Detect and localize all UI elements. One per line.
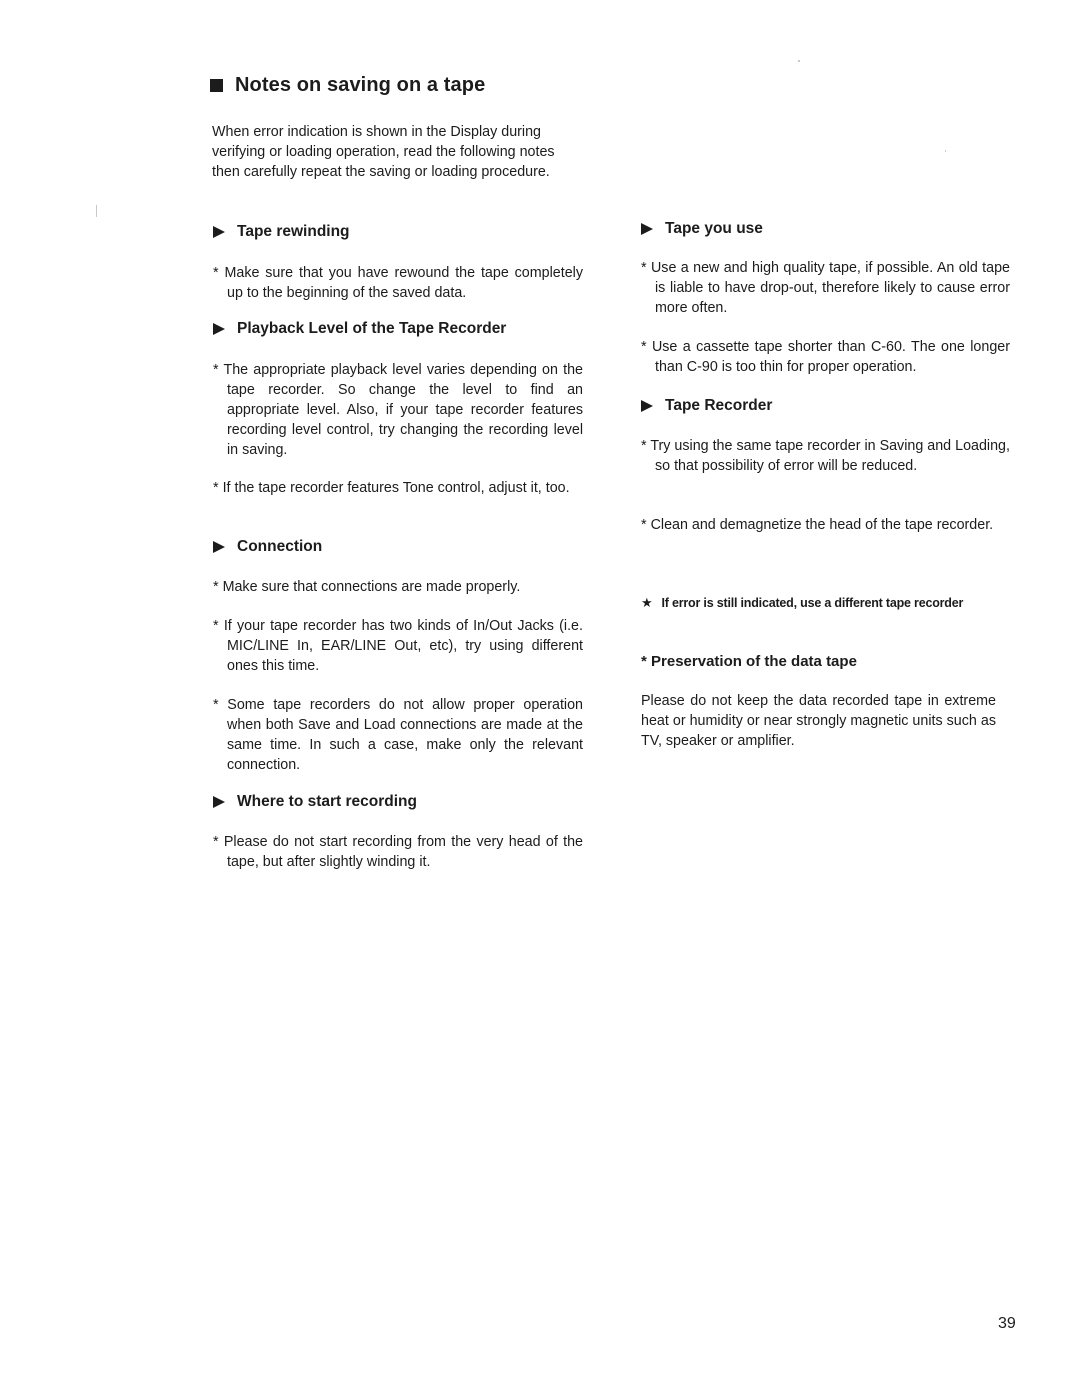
page-title-text: Notes on saving on a tape <box>235 74 486 96</box>
scan-speck <box>798 60 800 62</box>
arrow-right-icon <box>641 223 653 235</box>
arrow-right-icon <box>213 796 225 808</box>
list-item: * Clean and demagnetize the head of the tape recorder. <box>641 517 994 533</box>
list-item: * Try using the same tape recorder in Saving and Loading, so that possibility of error will be reduced. <box>641 438 1010 474</box>
heading-where-to-start: Where to start recording <box>213 793 417 811</box>
heading-tape-recorder: Tape Recorder <box>641 397 772 415</box>
square-bullet-icon <box>210 79 223 92</box>
list-item: * Use a cassette tape shorter than C-60. The one longer than C-90 is too thin for proper operation. <box>641 339 1010 375</box>
list-item: * The appropriate playback level varies depending on the tape recorder. So change the level to find an appropriate level. Also, if your tape recorder features recording level control, try changing the recording level in saving. <box>213 362 583 458</box>
preservation-paragraph: Please do not keep the data recorded tape in extreme heat or humidity or near strongly magnetic units such as TV, speaker or amplifier. <box>641 693 996 749</box>
list-item: * If the tape recorder features Tone control, adjust it, too. <box>213 480 570 496</box>
heading-tape-you-use: Tape you use <box>641 220 763 238</box>
list-item: * Make sure that you have rewound the tape completely up to the beginning of the saved data. <box>213 265 583 301</box>
star-note: ★ If error is still indicated, use a different tape recorder <box>641 595 964 610</box>
list-item: * If your tape recorder has two kinds of In/Out Jacks (i.e. MIC/LINE In, EAR/LINE Out, etc), try using different ones this time. <box>213 618 583 674</box>
arrow-right-icon <box>213 541 225 553</box>
page-number: 39 <box>998 1315 1016 1332</box>
arrow-right-icon <box>213 323 225 335</box>
heading-preservation: * Preservation of the data tape <box>641 653 857 670</box>
arrow-right-icon <box>213 226 225 238</box>
heading-playback-level: Playback Level of the Tape Recorder <box>213 320 506 338</box>
heading-tape-rewinding: Tape rewinding <box>213 223 350 241</box>
intro-paragraph: When error indication is shown in the Display during verifying or loading operation, read the following notes then carefully repeat the saving or loading procedure. <box>212 124 555 180</box>
list-item: * Please do not start recording from the very head of the tape, but after slightly winding it. <box>213 834 583 870</box>
arrow-right-icon <box>641 400 653 412</box>
heading-connection: Connection <box>213 538 322 556</box>
scan-speck <box>96 205 97 217</box>
star-icon: ★ <box>641 595 653 610</box>
scan-speck <box>945 150 946 152</box>
list-item: * Some tape recorders do not allow proper operation when both Save and Load connections are made at the same time. In such a case, make only the relevant connection. <box>213 697 583 773</box>
list-item: * Use a new and high quality tape, if possible. An old tape is liable to have drop-out, therefore likely to cause error more often. <box>641 260 1010 316</box>
page-title <box>210 74 485 97</box>
list-item: * Make sure that connections are made properly. <box>213 579 521 595</box>
